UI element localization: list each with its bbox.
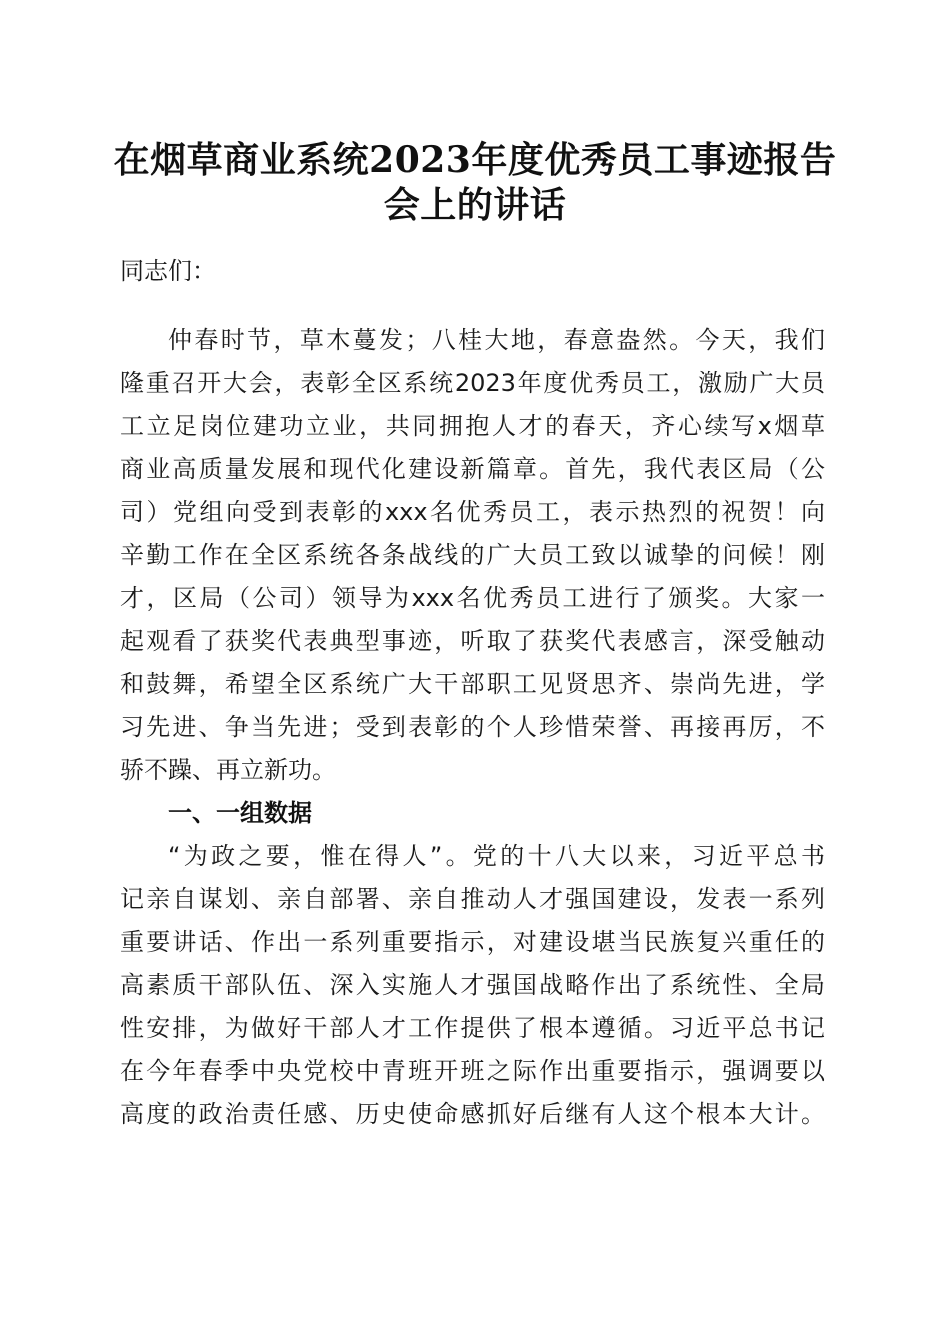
paragraph-2-line: 记亲自谋划、亲自部署、亲自推动人才强国建设，发表一系列 [120,885,825,913]
paragraph-2-line: 高素质干部队伍、深入实施人才强国战略作出了系统性、全局 [120,971,825,999]
paragraph-2-line: 高度的政治责任感、历史使命感抓好后继有人这个根本大计。 [120,1100,825,1128]
paragraph-1-line: 工立足岗位建功立业，共同拥抱人才的春天，齐心续写x烟草 [120,412,825,440]
paragraph-1-line: 才，区局（公司）领导为xxx名优秀员工进行了颁奖。大家一 [120,584,825,612]
salutation: 同志们： [120,257,216,285]
paragraph-2-line: 性安排，为做好干部人才工作提供了根本遵循。习近平总书记 [120,1014,825,1042]
paragraph-1-line: 辛勤工作在全区系统各条战线的广大员工致以诚挚的问候！刚 [120,541,825,569]
document-title-line-1: 在烟草商业系统2023年度优秀员工事迹报告 [113,139,837,181]
paragraph-2-line: 在今年春季中央党校中青班开班之际作出重要指示，强调要以 [120,1057,825,1085]
section-heading: 一、一组数据 [168,799,312,827]
paragraph-2-line: 重要讲话、作出一系列重要指示，对建设堪当民族复兴重任的 [120,928,825,956]
paragraph-1-line: 起观看了获奖代表典型事迹，听取了获奖代表感言，深受触动 [120,627,825,655]
paragraph-1-line: 仲春时节，草木蔓发；八桂大地，春意盎然。今天，我们 [168,326,825,354]
paragraph-1-line: 商业高质量发展和现代化建设新篇章。首先，我代表区局（公 [120,455,825,483]
paragraph-1-line: 骄不躁、再立新功。 [120,756,336,784]
document-title-line-2: 会上的讲话 [383,184,567,226]
paragraph-1-line: 司）党组向受到表彰的xxx名优秀员工，表示热烈的祝贺！向 [120,498,825,526]
paragraph-1-line: 和鼓舞，希望全区系统广大干部职工见贤思齐、崇尚先进，学 [120,670,825,698]
paragraph-1-line: 习先进、争当先进；受到表彰的个人珍惜荣誉、再接再厉，不 [120,713,825,741]
paragraph-1-line: 隆重召开大会，表彰全区系统2023年度优秀员工，激励广大员 [120,369,825,397]
paragraph-2-line: “为政之要，惟在得人”。党的十八大以来，习近平总书 [168,842,825,870]
